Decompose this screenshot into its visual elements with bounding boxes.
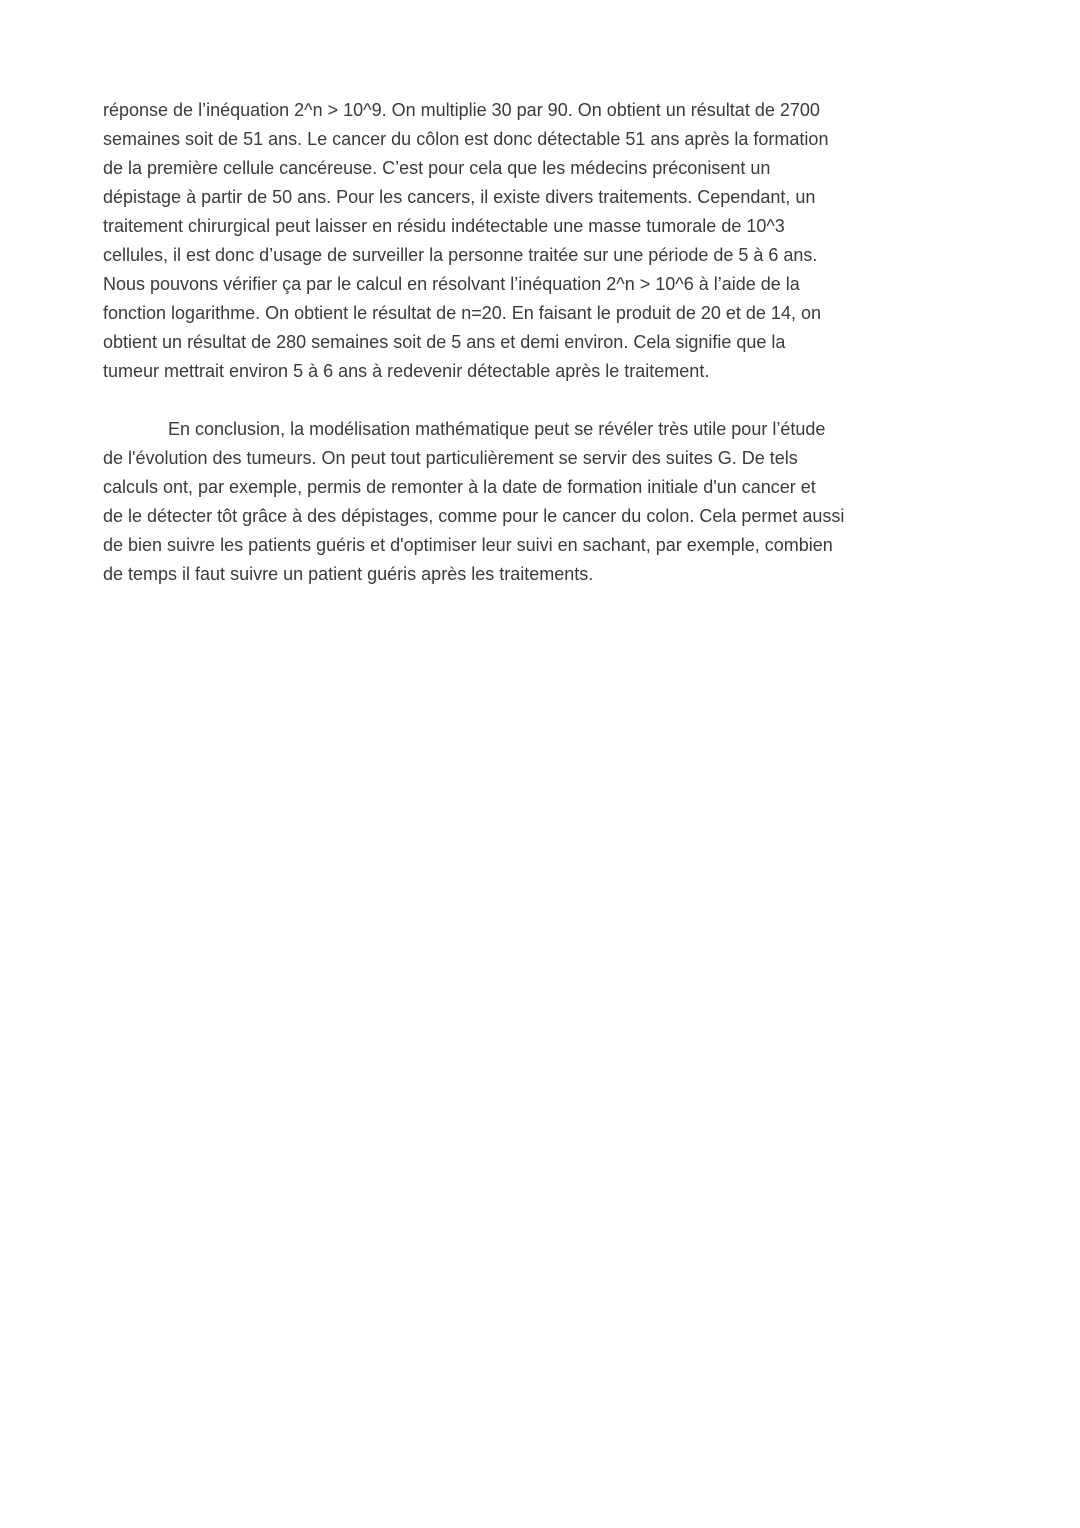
paragraph xyxy=(103,415,980,589)
text-line: traitement chirurgical peut laisser en résidu indétectable une masse tumorale de 10^3 xyxy=(103,216,785,236)
text-line: de l'évolution des tumeurs. On peut tout particulièrement se servir des suites G. De tels xyxy=(103,448,798,468)
text-line: réponse de l’inéquation 2^n > 10^9. On multiplie 30 par 90. On obtient un résultat de 2700 xyxy=(103,100,820,120)
text-line: En conclusion, la modélisation mathématique peut se révéler très utile pour l’étude xyxy=(168,419,826,439)
text-line: calculs ont, par exemple, permis de remonter à la date de formation initiale d'un cancer et xyxy=(103,477,816,497)
text-line: fonction logarithme. On obtient le résultat de n=20. En faisant le produit de 20 et de 14, on xyxy=(103,303,821,323)
paragraph xyxy=(103,96,980,386)
text-line: obtient un résultat de 280 semaines soit de 5 ans et demi environ. Cela signifie que la xyxy=(103,332,786,352)
text-line: de le détecter tôt grâce à des dépistages, comme pour le cancer du colon. Cela permet aussi xyxy=(103,506,845,526)
text-block xyxy=(0,0,1080,589)
text-line: dépistage à partir de 50 ans. Pour les cancers, il existe divers traitements. Cependant, un xyxy=(103,187,816,207)
text-line: semaines soit de 51 ans. Le cancer du côlon est donc détectable 51 ans après la formation xyxy=(103,129,829,149)
text-line: cellules, il est donc d’usage de surveiller la personne traitée sur une période de 5 à 6 ans. xyxy=(103,245,818,265)
text-line: de bien suivre les patients guéris et d'optimiser leur suivi en sachant, par exemple, combien xyxy=(103,535,833,555)
text-line: de la première cellule cancéreuse. C’est pour cela que les médecins préconisent un xyxy=(103,158,771,178)
text-line: tumeur mettrait environ 5 à 6 ans à redevenir détectable après le traitement. xyxy=(103,361,710,381)
text-line: de temps il faut suivre un patient guéris après les traitements. xyxy=(103,564,594,584)
text-line: Nous pouvons vérifier ça par le calcul en résolvant l’inéquation 2^n > 10^6 à l’aide de la xyxy=(103,274,800,294)
